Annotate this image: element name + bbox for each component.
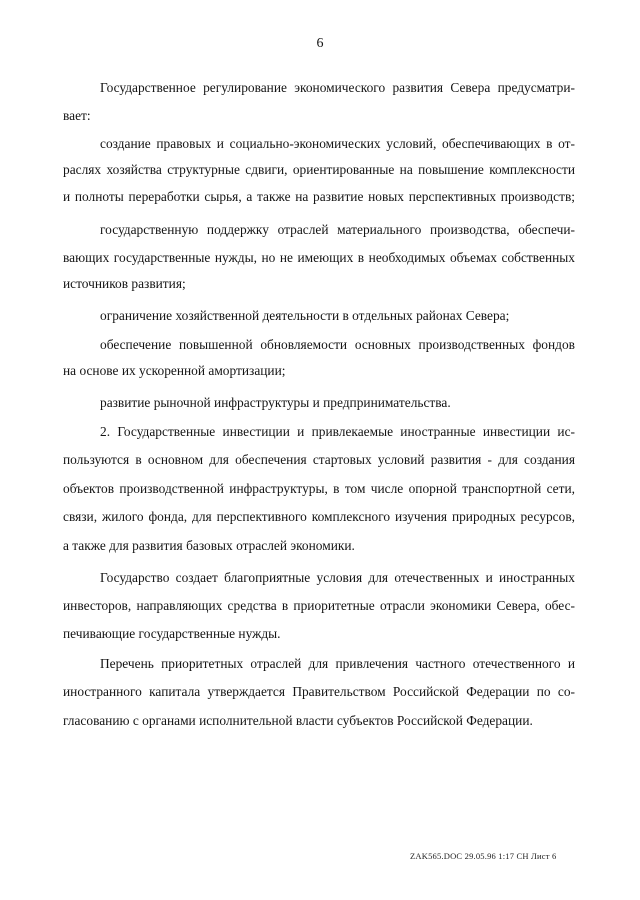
text-line: создание правовых и социально-экономических условий, обеспечивающих в от- <box>100 136 575 151</box>
text-line: а также для развития базовых отраслей экономики. <box>63 538 355 553</box>
text-line: государственную поддержку отраслей материального производства, обеспечи- <box>100 222 575 237</box>
text-line: объектов производственной инфраструктуры, в том числе опорной транспортной сети, <box>63 481 575 496</box>
document-footer: ZAK565.DOC 29.05.96 1:17 CH Лист 6 <box>410 851 557 861</box>
text-line: источников развития; <box>63 276 186 291</box>
text-line: пользуются в основном для обеспечения стартовых условий развития - для создания <box>63 452 575 467</box>
text-line: связи, жилого фонда, для перспективного комплексного изучения природных ресурсов, <box>63 509 575 524</box>
text-line: и полноты переработки сырья, а также на развитие новых перспективных производств; <box>63 189 575 204</box>
text-line: обеспечение повышенной обновляемости основных производственных фондов <box>100 337 575 352</box>
text-line: вающих государственные нужды, но не имеющих в необходимых объемах собственных <box>63 250 575 265</box>
text-line: вает: <box>63 108 91 123</box>
text-line: печивающие государственные нужды. <box>63 626 281 641</box>
text-line: Государство создает благоприятные условия для отечественных и иностранных <box>100 570 575 585</box>
text-line: раслях хозяйства структурные сдвиги, ориентированные на повышение комплексности <box>63 162 575 177</box>
text-line: развитие рыночной инфраструктуры и предпринимательства. <box>100 395 451 410</box>
text-line: иностранного капитала утверждается Правительством Российской Федерации по со- <box>63 684 575 699</box>
text-line: инвесторов, направляющих средства в приоритетные отрасли экономики Севера, обес- <box>63 598 575 613</box>
text-line: ограничение хозяйственной деятельности в отдельных районах Севера; <box>100 308 510 323</box>
page-number: 6 <box>316 36 324 51</box>
text-line: 2. Государственные инвестиции и привлекаемые иностранные инвестиции ис- <box>100 424 575 439</box>
text-line: гласованию с органами исполнительной власти субъектов Российской Федерации. <box>63 713 533 728</box>
text-line: на основе их ускоренной амортизации; <box>63 363 286 378</box>
text-line: Перечень приоритетных отраслей для привлечения частного отечественного и <box>100 656 575 671</box>
text-line: Государственное регулирование экономического развития Севера предусматри- <box>100 80 575 95</box>
